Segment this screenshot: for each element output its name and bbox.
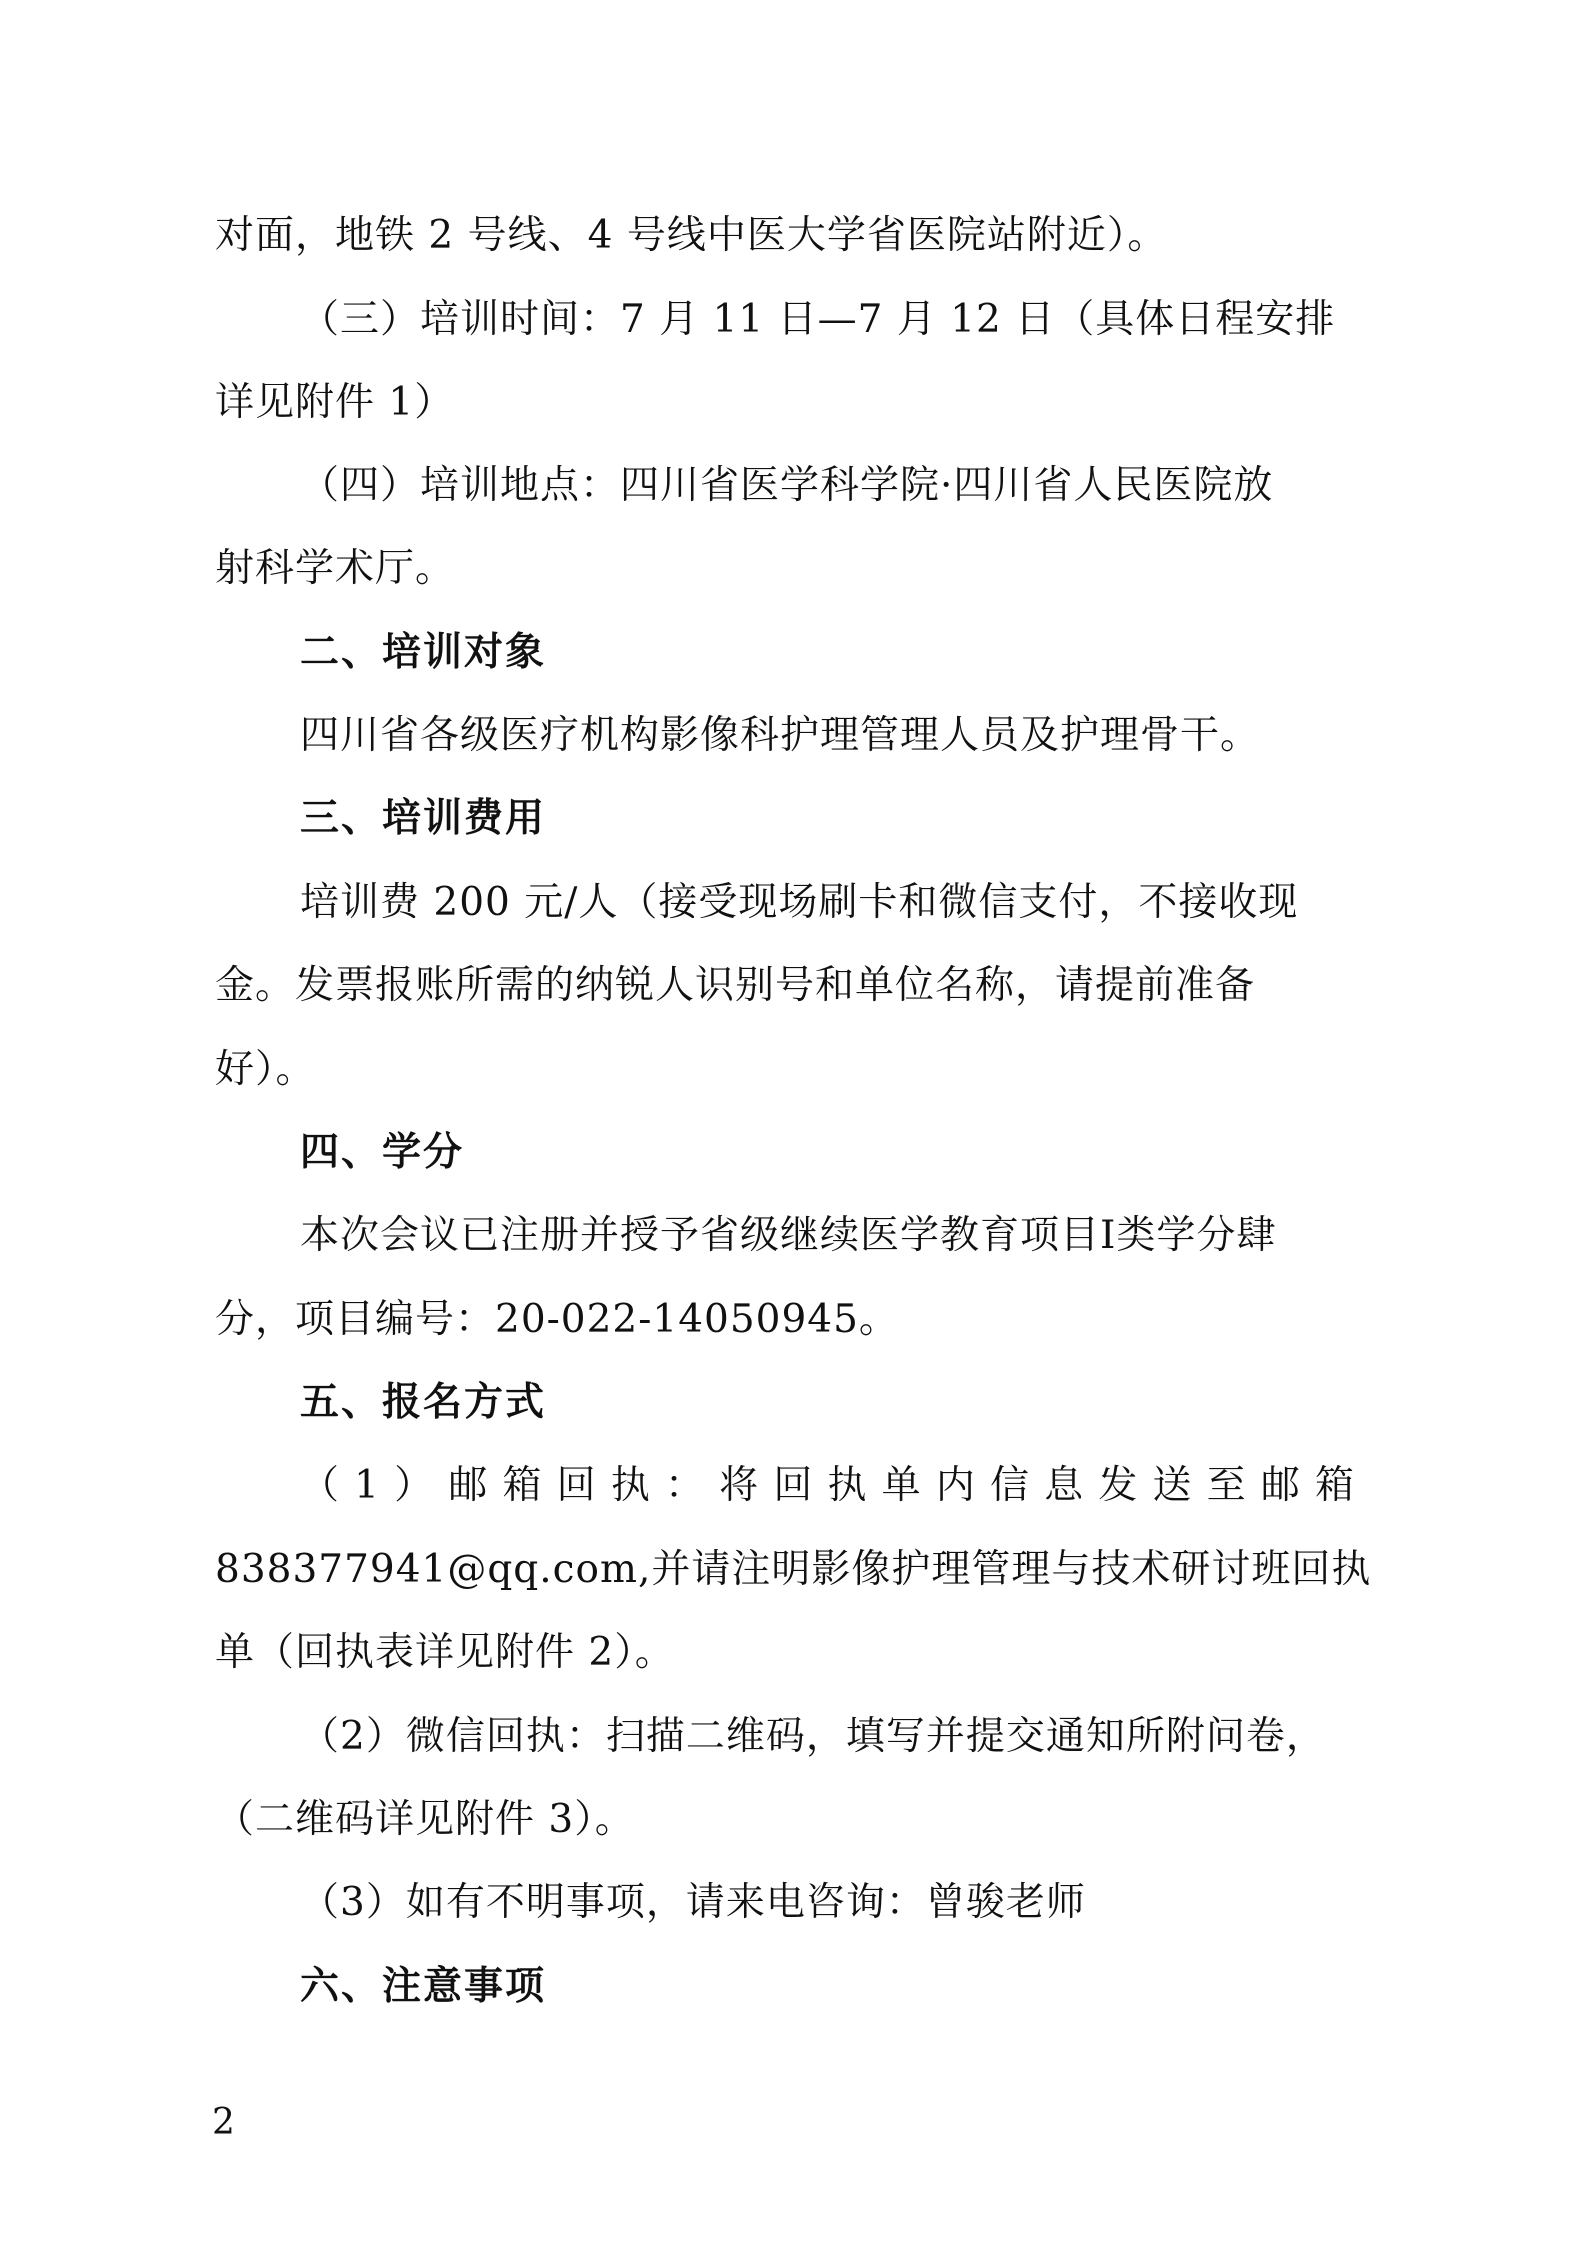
section-heading-registration: 五、报名方式 (300, 1380, 547, 1425)
text-line-fees: 培训费 200 元/人（接受现场刷卡和微信支付，不接收现 (300, 880, 1299, 925)
section-heading-credits: 四、学分 (300, 1130, 465, 1175)
text-line-training-time-cont: 详见附件 1） (215, 380, 455, 425)
text-line-targets: 四川省各级医疗机构影像科护理管理人员及护理骨干。 (300, 713, 1261, 758)
text-line-credits: 本次会议已注册并授予省级继续医学教育项目Ⅰ类学分肆 (300, 1213, 1277, 1258)
text-line-training-venue-cont: 射科学术厅。 (215, 546, 456, 591)
text-line-wechat-receipt-cont: （二维码详见附件 3）。 (215, 1797, 635, 1842)
text-line-email-receipt: （1）邮箱回执：将回执单内信息发送至邮箱 (300, 1463, 1355, 1508)
text-line-inquiry: （3）如有不明事项，请来电咨询：曾骏老师 (300, 1880, 1086, 1925)
text-line-training-time: （三）培训时间：7 月 11 日—7 月 12 日（具体日程安排 (300, 297, 1336, 342)
text-line-email-receipt-end: 单（回执表详见附件 2）。 (215, 1630, 675, 1675)
text-line-fees-end: 好）。 (215, 1047, 316, 1092)
text-line-wechat-receipt: （2）微信回执：扫描二维码，填写并提交通知所附问卷， (300, 1714, 1326, 1759)
text-line-email-address: 838377941@qq.com,并请注明影像护理管理与技术研讨班回执 (215, 1547, 1372, 1592)
text-line-project-number: 分，项目编号：20-022-14050945。 (215, 1297, 899, 1342)
section-heading-notes: 六、注意事项 (300, 1964, 547, 2009)
section-heading-fees: 三、培训费用 (300, 796, 547, 841)
text-line-fees-cont: 金。发票报账所需的纳锐人识别号和单位名称，请提前准备 (215, 963, 1256, 1008)
page-number: 2 (212, 2102, 235, 2143)
section-heading-targets: 二、培训对象 (300, 630, 547, 675)
text-line-location-end: 对面，地铁 2 号线、4 号线中医大学省医院站附近）。 (215, 213, 1168, 258)
text-line-training-venue: （四）培训地点：四川省医学科学院·四川省人民医院放 (300, 463, 1274, 508)
